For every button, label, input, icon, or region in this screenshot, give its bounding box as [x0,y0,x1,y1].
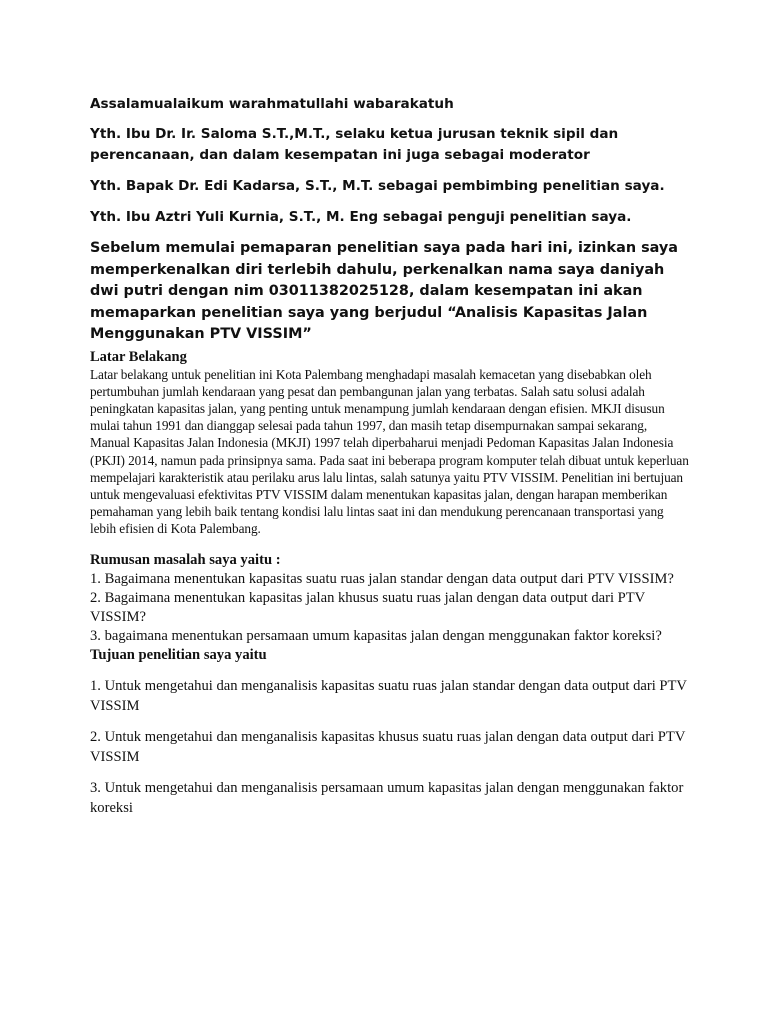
rumusan-item-3: 3. bagaimana menentukan persamaan umum kapasitas jalan dengan menggunakan faktor koreksi? [90,627,662,644]
latar-heading: Latar Belakang [90,348,187,365]
tujuan-item-1: 1. Untuk mengetahui dan menganalisis kapasitas suatu ruas jalan standar dengan data output dari PTV VISSIM [90,677,687,714]
greeting: Assalamualaikum warahmatullahi wabarakatuh [90,96,454,112]
intro-paragraph: Sebelum memulai pemaparan penelitian saya pada hari ini, izinkan saya memperkenalkan diri terlebih dahulu, perkenalkan nama saya daniyah dwi putri dengan nim 03011382025128, dalam kesempatan ini akan memaparkan penelitian saya yang berjudul “Analisis Kapasitas Jalan Menggunakan PTV VISSIM” [90,240,678,342]
document-page [90,94,690,829]
tujuan-item-3: 3. Untuk mengetahui dan menganalisis persamaan umum kapasitas jalan dengan menggunakan faktor koreksi [90,779,684,816]
address-moderator: Yth. Ibu Dr. Ir. Saloma S.T.,M.T., selaku ketua jurusan teknik sipil dan perencanaan, dan dalam kesempatan ini juga sebagai moderator [90,126,619,163]
latar-paragraph: Latar belakang untuk penelitian ini Kota Palembang menghadapi masalah kemacetan yang disebabkan oleh pertumbuhan jumlah kendaraan yang pesat dan pembangunan jalan yang terbatas. Salah satu solusi adalah peningkatan kapasitas jalan, yang penting untuk menampung jumlah kendaraan dengan efisien. MKJI disusun mulai tahun 1991 dan dianggap selesai pada tahun 1997, dan masih tetap disempurnakan sampai sekarang, Manual Kapasitas Jalan Indonesia (MKJI) 1997 telah diperbaharui menjadi Pedoman Kapasitas Jalan Indonesia (PKJI) 2014, namun pada prinsipnya sama. Pada saat ini beberapa program komputer telah dibuat untuk keperluan mempelajari karakteristik atau perilaku arus lalu lintas, salah satunya yaitu PTV VISSIM. Penelitian ini bertujuan untuk mengevaluasi efektivitas PTV VISSIM dalam menentukan kapasitas jalan, dengan harapan memberikan pemahaman yang lebih baik tentang kondisi lalu lintas saat ini dan mendukung perencanaan transportasi yang lebih efisien di Kota Palembang. [90,366,689,537]
tujuan-item-2: 2. Untuk mengetahui dan menganalisis kapasitas khusus suatu ruas jalan dengan data output dari PTV VISSIM [90,728,686,765]
address-supervisor: Yth. Bapak Dr. Edi Kadarsa, S.T., M.T. sebagai pembimbing penelitian saya. [90,178,665,194]
rumusan-heading: Rumusan masalah saya yaitu : [90,551,281,568]
address-examiner: Yth. Ibu Aztri Yuli Kurnia, S.T., M. Eng sebagai penguji penelitian saya. [90,209,632,225]
tujuan-heading: Tujuan penelitian saya yaitu [90,646,267,663]
rumusan-item-2: 2. Bagaimana menentukan kapasitas jalan khusus suatu ruas jalan dengan data output dari PTV VISSIM? [90,589,645,625]
rumusan-item-1: 1. Bagaimana menentukan kapasitas suatu ruas jalan standar dengan data output dari PTV VISSIM? [90,570,674,587]
